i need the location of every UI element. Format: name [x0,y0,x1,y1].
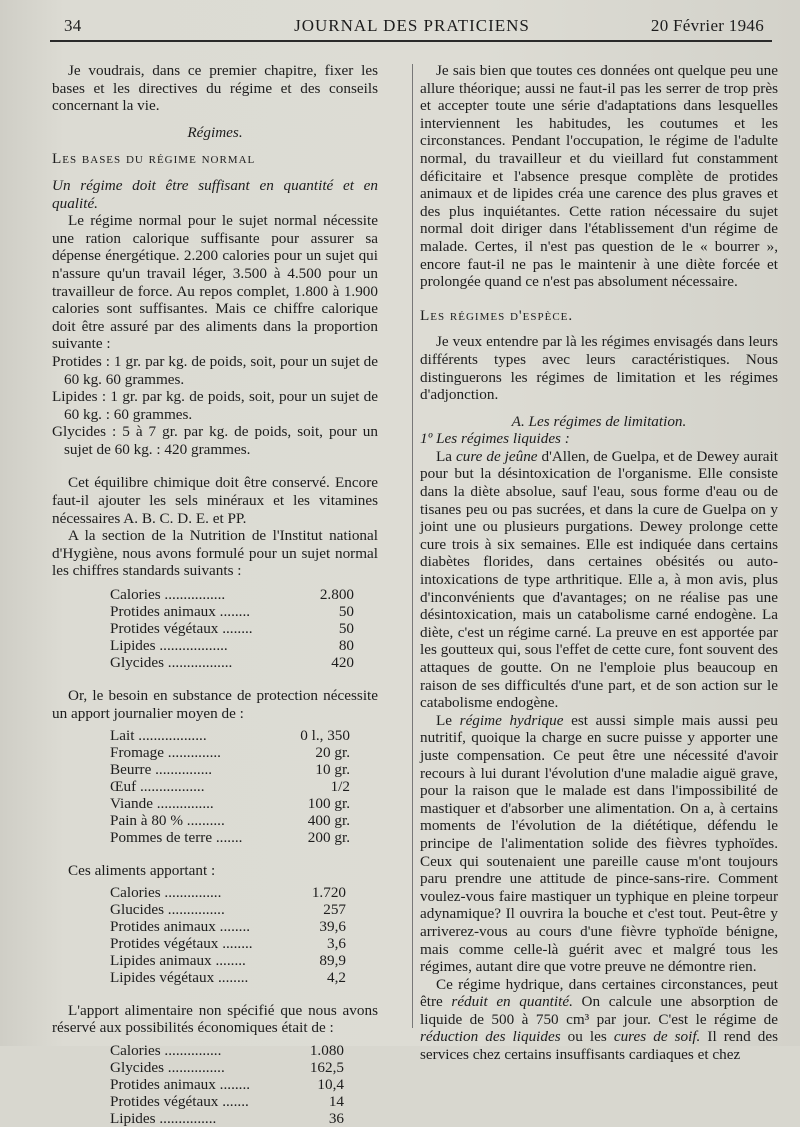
p5-mid2: ou les [560,1028,614,1046]
row-leader-dots: .................. [138,727,207,745]
row-leader-dots: ........ [219,1076,251,1093]
economic-intake-table [110,1042,344,1127]
row-value: 257 [323,900,346,918]
journal-title: JOURNAL DES PRATICIENS [294,16,530,35]
row-value: 100 gr. [307,795,350,813]
row-value: 200 gr. [307,829,350,847]
table-row [110,620,354,637]
cure-de-jeune-term: cure de jeûne [455,447,538,465]
row-leader-dots: ........ [222,620,253,638]
row-leader-dots: ............... [167,1059,225,1076]
row-leader-dots: ............... [164,883,222,901]
row-value: 420 [331,654,354,672]
table-row [110,654,354,671]
theoretical-paragraph: Je sais bien que toutes ces données ont quelque peu une allure théorique; aussi ne faut-il pas les serrer de trop près et accepter toute une série d'adaptations dans lesquelles interviennent les habitudes, les coutumes et les circonstances. Pendant l'occupation, le régime de l'adulte normal, du travailleur et du vieillard fut constamment déficitaire et l'absence presque complète de protides animaux et de lipides créa une carence des plus graves et des plus inquiétantes. Cette ration nécessaire du sujet normal doit diriger dans l'établissement d'un régime de malade. Certes, il n'est pas question de le « bourrer », encore faut-il ne pas le maintenir à une diète forcée et prolongée quand ce n'est pas absolument nécessaire. [420,62,778,291]
regime-hydrique-paragraph [420,712,778,976]
table-row [110,969,346,986]
row-leader-dots: ........ [219,917,251,935]
row-label: Beurre [110,761,152,779]
table-row [110,603,354,620]
institut-paragraph: A la section de la Nutrition de l'Institut national d'Hygiène, nous avons formulé pour un sujet normal les chiffres standards suivants : [52,527,378,580]
row-label: Lipides [110,1110,156,1127]
p5-end: Il rend des services chez certains insuffisants cardiaques et chez [420,1028,778,1064]
row-value: 14 [328,1093,344,1110]
table-row [110,795,350,812]
row-leader-dots: ........ [217,968,249,986]
row-label: Protides animaux [110,917,216,935]
table-row [110,829,350,846]
reduction-liquides-term: réduction des liquides [420,1028,561,1046]
table-row [110,901,346,918]
row-value: 1.720 [311,883,346,901]
row-value: 89,9 [319,951,346,969]
row-value: 4,2 [327,968,346,986]
row-leader-dots: .............. [167,744,221,762]
bases-heading: Les bases du régime normal [52,150,256,168]
row-label: Protides végétaux [110,934,219,952]
row-leader-dots: ........ [222,934,253,952]
protection-paragraph: Or, le besoin en substance de protection nécessite un apport journalier moyen de : [52,687,378,722]
row-label: Protides animaux [110,1076,216,1093]
row-value: 400 gr. [307,812,350,830]
row-leader-dots: ................. [139,778,205,796]
issue-date: 20 Février 1946 [650,16,764,35]
row-label: Calories [110,883,161,901]
p4-rest: est aussi simple mais aussi peu nutritif, quoique la charge en sucre puisse y apporter une juste compensation. Ce peut être une nécessité d'avoir recours à lui durant l'évolution d'une maladie aiguë grave, pour la raison que le malade est dans l'impossibilité de mastiquer et d'absorber une alimentation. On a, à certains moments de l'évolution de la diététique, défendu le principe de l'alimentation solide des fièvres typhoïdes. Ceux qui soutenaient une pareille cause m'ont toujours paru prendre une attitude de pince-sans-rire. Comment voulez-vous faire mastiquer un typhique en pleine torpeur adynamique? Il ouvrira la bouche et c'est tout. Peut-être y arriverez-vous au cours d'une fièvre typhoïde bénigne, mais comme celle-là guérit avec et malgré tous les régimes, autant dire que votre preuve ne démontre rien. [420,711,778,976]
row-label: Pain à 80 % [110,812,183,830]
proportion-glycides: Glycides : 5 à 7 gr. par kg. de poids, soit, pour un sujet de 60 kg. : 420 grammes. [52,423,378,458]
table-row [110,761,350,778]
row-leader-dots: ............... [155,761,213,779]
table-row [110,1059,344,1076]
cure-de-jeune-paragraph [420,448,778,712]
row-value: 1.080 [309,1042,344,1059]
row-label: Lipides végétaux [110,968,215,986]
row-label: Viande [110,795,153,813]
row-value: 50 [338,603,354,621]
espece-paragraph: Je veux entendre par là les régimes envisagés dans leurs différents types avec leurs caractéristiques. Nous distinguerons les régimes de limitation et les régimes d'adjonction. [420,333,778,404]
daily-intake-table [110,727,350,846]
standard-figures-table [110,586,354,671]
table-row [110,778,350,795]
row-value: 0 l., 350 [300,727,350,745]
row-label: Glycides [110,654,164,672]
row-leader-dots: ....... [215,829,243,847]
row-leader-dots: ............... [167,900,225,918]
row-leader-dots: ........ [215,951,246,969]
row-label: Glycides [110,1059,164,1076]
intro-paragraph: Je voudrais, dans ce premier chapitre, fixer les bases et les directives du régime et des conseils concernant la vie. [52,62,378,115]
row-leader-dots: ............... [164,1042,222,1059]
limitation-title: A. Les régimes de limitation. [511,412,687,430]
table-row [110,918,346,935]
p4-start: Le [436,711,460,729]
row-value: 36 [328,1110,344,1127]
table-row [110,1042,344,1059]
row-label: Protides animaux [110,603,216,621]
row-value: 1/2 [330,778,350,796]
row-label: Calories [110,586,161,604]
table-row [110,1110,344,1127]
right-column [420,62,778,1064]
page-number: 34 [64,16,82,35]
row-leader-dots: .......... [186,812,225,830]
normal-regime-paragraph: Le régime normal pour le sujet normal nécessite une ration calorique suffisante pour assurer sa dépense énergétique. 2.200 calories pour un sujet qui n'assure qu'un travail léger, 3.500 à 4.500 pour un travailleur de force. Au repos complet, 1.800 à 1.900 calories sont suffisantes. Mais ce chiffre calorique doit être assuré par des aliments dans la proportion suivante : [52,212,378,353]
row-label: Fromage [110,744,164,762]
cures-de-soif-term: cures de soif. [613,1028,701,1046]
p5-start: Ce régime hydrique, dans certaines circonstances, peut être [420,975,778,1011]
page-header [60,14,764,38]
column-divider [412,64,413,1028]
equilibrium-paragraph: Cet équilibre chimique doit être conservé. Encore faut-il ajouter les sels minéraux et les vitamines nécessaires A. B. C. D. E. et PP. [52,474,378,527]
proportion-protides: Protides : 1 gr. par kg. de poids, soit, pour un sujet de 60 kg. 60 grammes. [52,352,378,388]
row-leader-dots: ............... [159,1110,217,1127]
p3-rest: d'Allen, de Guelpa, et de Dewey aurait pour but la désintoxication de l'organisme. Elle consiste dans la diète absolue, sauf l'eau, sous forme d'eau ou de tisanes peu ou pas sucrées, et dans la cure de Guelpa on y joint une ou plusieurs purgations. Dewey prolonge cette cure trois à six semaines. Elle est indiquée dans certains diabètes florides, dans certaines obésités ou auto-intoxications de type arthritique. Elle a, à mon avis, plus d'inconvénients que d'avantages; on ne réalise pas une désintoxication, mais un catabolisme carné endogène. La diète, c'est un régime carné. La preuve en est apportée par les goutteux qui, sous l'effet de cette cure, font souvent des attaques de goutte. On ne l'emploie plus beaucoup en raison de ses difficultés d'une part, et de son action sur le catabolisme endogène. [420,447,778,712]
row-value: 10 gr. [315,761,350,779]
row-value: 50 [338,620,354,638]
table-row [110,1076,344,1093]
apport-paragraph: L'apport alimentaire non spécifié que nous avons réservé aux possibilités économiques était de : [52,1001,378,1037]
table-row [110,812,350,829]
row-label: Calories [110,1042,161,1059]
reduction-paragraph [420,976,778,1064]
table-row [110,586,354,603]
table-row [110,744,350,761]
row-leader-dots: .................. [159,637,228,655]
proportion-lipides: Lipides : 1 gr. par kg. de poids, soit, pour un sujet de 60 kg. : 60 grammes. [52,388,378,423]
table-row [110,1093,344,1110]
header-rule [50,40,772,42]
row-label: Glucides [110,900,164,918]
row-value: 10,4 [317,1076,344,1093]
regime-hydrique-term: régime hydrique [459,711,564,729]
row-label: Lipides animaux [110,951,212,969]
normal-subtitle: Un régime doit être suffisant en quantité et en qualité. [52,176,378,212]
p5-mid: On calcule une absorption de liquide de 500 à 750 cm³ par jour. C'est le régime de [420,993,778,1028]
row-label: Lipides [110,637,156,655]
row-leader-dots: ............... [156,795,214,813]
row-label: Pommes de terre [110,829,213,847]
row-value: 3,6 [327,934,346,952]
row-leader-dots: ........ [219,603,251,621]
row-leader-dots: ....... [222,1093,249,1110]
espece-heading: Les régimes d'espèce. [420,306,574,324]
row-value: 2.800 [319,586,354,604]
aliments-apportant: Ces aliments apportant : [68,862,216,880]
table-row [110,884,346,901]
liquides-heading: 1º Les régimes liquides : [420,430,570,448]
left-column [52,62,378,1127]
p3-start: La [436,447,456,465]
row-value: 39,6 [319,917,346,935]
regimes-title: Régimes. [187,123,243,141]
row-value: 20 gr. [315,744,350,762]
row-value: 80 [338,637,354,655]
reduit-term: réduit en quantité. [451,993,573,1011]
row-leader-dots: ................. [167,654,233,672]
aliments-values-table [110,884,346,986]
table-row [110,727,350,744]
table-row [110,637,354,654]
row-leader-dots: ................ [164,586,226,604]
row-label: Protides végétaux [110,1093,219,1110]
table-row [110,935,346,952]
row-label: Lait [110,727,135,745]
row-label: Œuf [110,778,137,796]
row-value: 162,5 [309,1059,344,1076]
row-label: Protides végétaux [110,620,219,638]
table-row [110,952,346,969]
